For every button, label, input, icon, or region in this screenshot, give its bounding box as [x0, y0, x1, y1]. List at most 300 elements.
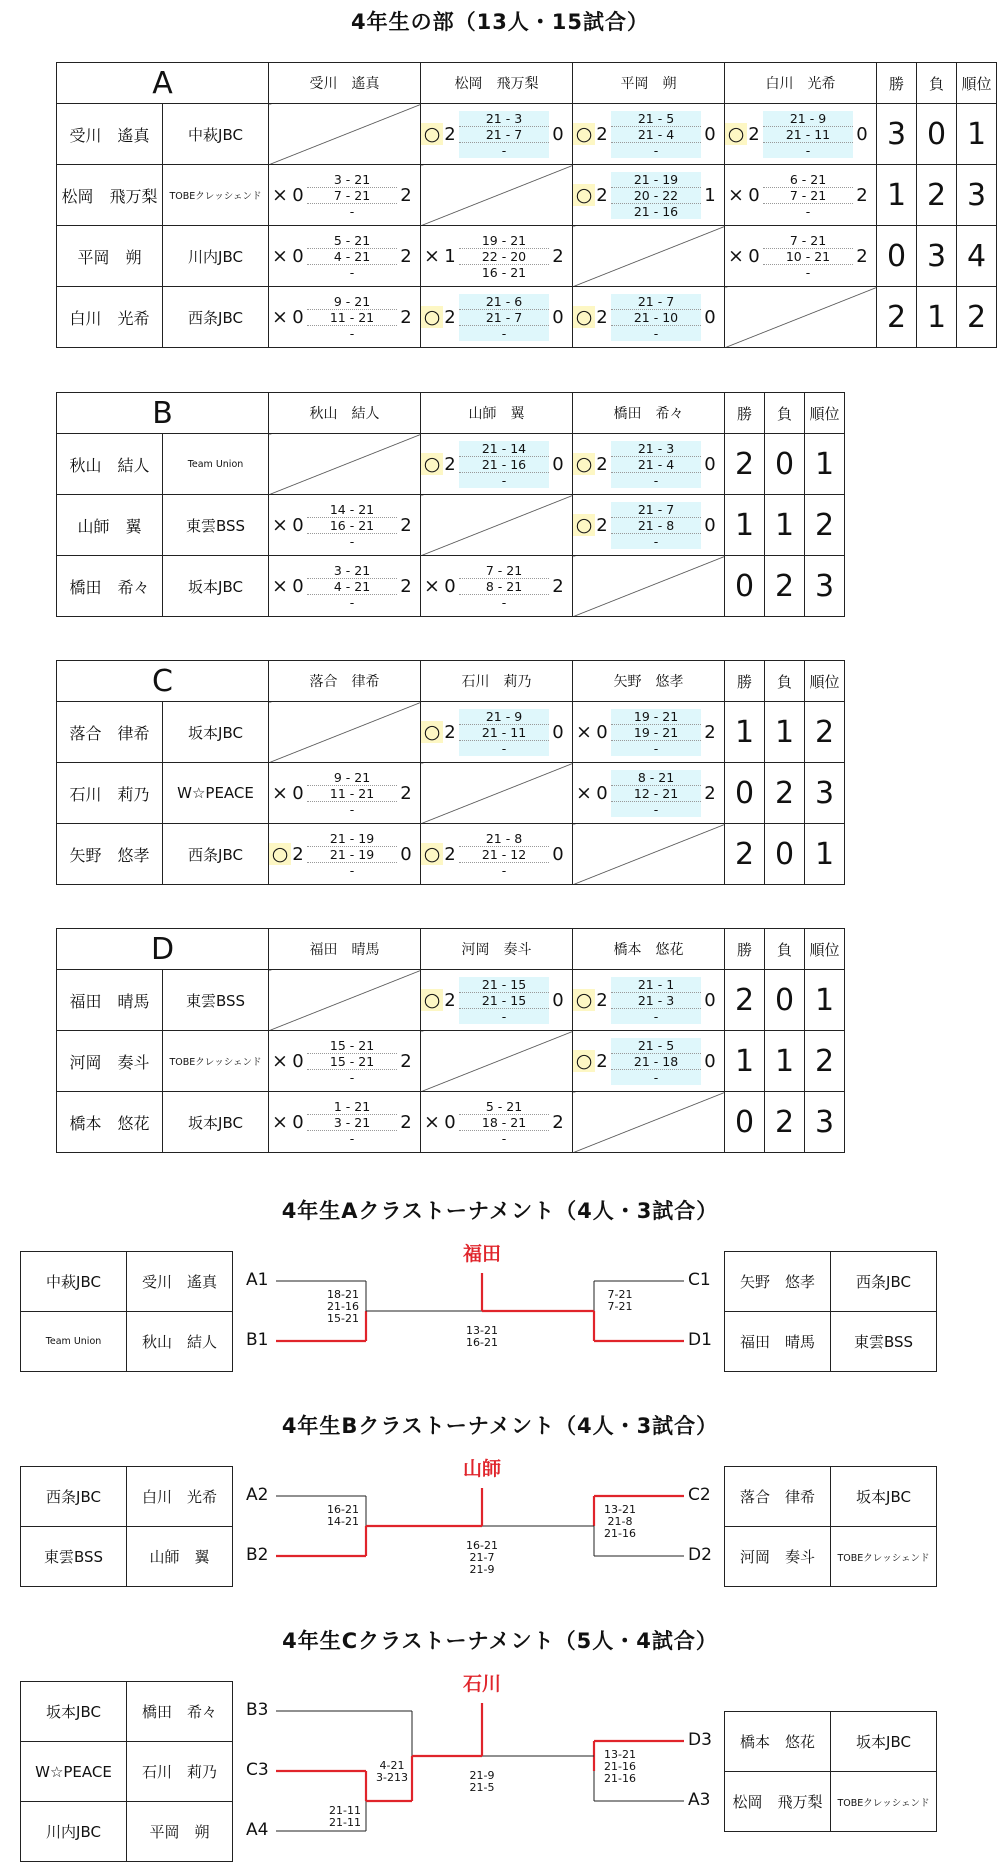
- player-club: 川内JBC: [163, 226, 269, 287]
- games-lost: 0: [400, 843, 412, 865]
- games-won: 2: [596, 514, 608, 536]
- game-score: 3 - 21: [307, 172, 397, 188]
- player-name: 松岡 飛万梨: [57, 165, 163, 226]
- player-wins: 3: [877, 104, 917, 165]
- game-score: 14 - 21: [307, 502, 397, 518]
- right-entrants-box: [724, 1466, 937, 1587]
- game-score: 21 - 7: [459, 310, 549, 326]
- win-mark: ○: [573, 989, 595, 1011]
- game-score: -: [349, 801, 355, 817]
- player-wins: 0: [725, 763, 765, 824]
- entrant-club: 東雲BSS: [21, 1527, 127, 1587]
- games-won: 2: [596, 453, 608, 475]
- games-won: 1: [444, 245, 456, 267]
- game-score: 21 - 8: [611, 518, 701, 534]
- column-header-player: 福田 晴馬: [269, 929, 421, 970]
- player-wins: 0: [725, 556, 765, 617]
- player-name: 橋本 悠花: [57, 1092, 163, 1153]
- games-won: 0: [292, 245, 304, 267]
- game-score: 21 - 6: [459, 294, 549, 310]
- game-score: -: [653, 325, 659, 341]
- header-rank: 順位: [805, 929, 845, 970]
- loss-mark: ×: [272, 245, 288, 267]
- player-losses: 2: [917, 165, 957, 226]
- entrant-club: 坂本JBC: [831, 1712, 937, 1772]
- games-won: 0: [444, 575, 456, 597]
- games-won: 0: [748, 245, 760, 267]
- player-losses: 1: [765, 495, 805, 556]
- match-scores: 4-21 3-213: [376, 1759, 408, 1784]
- player-rank: 3: [805, 1092, 845, 1153]
- win-mark: ○: [421, 123, 443, 145]
- entrant-name: 河岡 奏斗: [725, 1527, 831, 1587]
- game-score: 8 - 21: [611, 770, 701, 786]
- game-score: -: [349, 203, 355, 219]
- game-score: 19 - 21: [611, 709, 701, 725]
- player-name: 河岡 奏斗: [57, 1031, 163, 1092]
- games-won: 2: [596, 306, 608, 328]
- games-won: 2: [444, 123, 456, 145]
- win-mark: ○: [725, 123, 747, 145]
- game-score: 21 - 1: [611, 977, 701, 993]
- loss-mark: ×: [272, 1111, 288, 1133]
- win-mark: ○: [421, 989, 443, 1011]
- games-lost: 2: [552, 245, 564, 267]
- player-wins: 1: [725, 1031, 765, 1092]
- game-score: 3 - 21: [307, 563, 397, 579]
- player-club: 坂本JBC: [163, 702, 269, 763]
- player-wins: 0: [877, 226, 917, 287]
- header-win: 勝: [725, 929, 765, 970]
- entrant-name: 橋田 希々: [127, 1682, 233, 1742]
- entrant-club: 坂本JBC: [21, 1682, 127, 1742]
- game-score: 10 - 21: [763, 249, 853, 265]
- column-header-player: 松岡 飛万梨: [421, 63, 573, 104]
- player-losses: 1: [765, 1031, 805, 1092]
- games-lost: 0: [704, 514, 716, 536]
- game-score: -: [653, 1008, 659, 1024]
- game-score: -: [349, 862, 355, 878]
- player-name: 落合 律希: [57, 702, 163, 763]
- game-score: -: [501, 862, 507, 878]
- game-score: 16 - 21: [481, 264, 527, 280]
- games-won: 2: [444, 306, 456, 328]
- games-lost: 2: [856, 184, 868, 206]
- game-score: -: [501, 1130, 507, 1146]
- win-mark: ○: [573, 514, 595, 536]
- entrant-name: 矢野 悠孝: [725, 1252, 831, 1312]
- left-entrants-box: [20, 1681, 233, 1862]
- game-score: 21 - 19: [611, 172, 701, 188]
- game-score: 21 - 16: [633, 203, 679, 219]
- games-lost: 2: [400, 184, 412, 206]
- game-score: 11 - 21: [307, 786, 397, 802]
- header-win: 勝: [877, 63, 917, 104]
- column-header-player: 橋本 悠花: [573, 929, 725, 970]
- entrant-name: 福田 晴馬: [725, 1312, 831, 1372]
- player-losses: 0: [765, 434, 805, 495]
- player-club: 坂本JBC: [163, 1092, 269, 1153]
- loss-mark: ×: [576, 721, 592, 743]
- games-won: 2: [748, 123, 760, 145]
- game-score: 21 - 8: [459, 831, 549, 847]
- game-score: -: [653, 142, 659, 158]
- games-lost: 0: [704, 1050, 716, 1072]
- header-win: 勝: [725, 393, 765, 434]
- game-score: 5 - 21: [307, 233, 397, 249]
- win-mark: ○: [269, 843, 291, 865]
- left-entrants-box: [20, 1466, 233, 1587]
- bracket-slot: A1: [246, 1270, 269, 1290]
- bracket-slot: A4: [246, 1820, 269, 1840]
- bracket-slot: B1: [246, 1330, 269, 1350]
- games-won: 0: [292, 184, 304, 206]
- entrant-name: 山師 翼: [127, 1527, 233, 1587]
- player-rank: 3: [957, 165, 997, 226]
- game-score: -: [501, 142, 507, 158]
- loss-mark: ×: [424, 245, 440, 267]
- header-rank: 順位: [805, 393, 845, 434]
- column-header-player: 受川 遙真: [269, 63, 421, 104]
- match-scores: 7-21 7-21: [607, 1288, 633, 1313]
- column-header-player: 白川 光希: [725, 63, 877, 104]
- entrant-club: 坂本JBC: [831, 1467, 937, 1527]
- player-wins: 2: [725, 970, 765, 1031]
- games-won: 0: [292, 782, 304, 804]
- loss-mark: ×: [272, 306, 288, 328]
- game-score: 9 - 21: [307, 770, 397, 786]
- player-club: Team Union: [163, 434, 269, 495]
- loss-mark: ×: [424, 575, 440, 597]
- game-score: -: [501, 594, 507, 610]
- entrant-club: Team Union: [21, 1312, 127, 1372]
- game-score: 21 - 9: [763, 111, 853, 127]
- game-score: 5 - 21: [459, 1099, 549, 1115]
- match-scores: 13-21 16-21: [466, 1324, 498, 1349]
- win-mark: ○: [421, 843, 443, 865]
- win-mark: ○: [573, 306, 595, 328]
- win-mark: ○: [573, 453, 595, 475]
- loss-mark: ×: [424, 1111, 440, 1133]
- game-score: 21 - 11: [459, 725, 549, 741]
- game-score: -: [653, 801, 659, 817]
- game-score: 12 - 21: [611, 786, 701, 802]
- game-score: 21 - 10: [611, 310, 701, 326]
- bracket-slot: D3: [688, 1730, 712, 1750]
- game-score: 21 - 4: [611, 127, 701, 143]
- entrant-name: 橋本 悠花: [725, 1712, 831, 1772]
- game-score: 21 - 19: [307, 831, 397, 847]
- games-lost: 0: [856, 123, 868, 145]
- player-losses: 0: [917, 104, 957, 165]
- games-won: 2: [444, 989, 456, 1011]
- game-score: 20 - 22: [611, 188, 701, 204]
- games-lost: 2: [856, 245, 868, 267]
- loss-mark: ×: [272, 184, 288, 206]
- game-score: -: [805, 264, 811, 280]
- games-lost: 2: [400, 782, 412, 804]
- entrant-club: 東雲BSS: [831, 1312, 937, 1372]
- game-score: 3 - 21: [307, 1115, 397, 1131]
- group-label: A: [57, 63, 269, 104]
- game-score: 18 - 21: [459, 1115, 549, 1131]
- player-name: 福田 晴馬: [57, 970, 163, 1031]
- match-scores: 21-11 21-11: [329, 1804, 361, 1829]
- game-score: 19 - 21: [611, 725, 701, 741]
- game-score: 6 - 21: [763, 172, 853, 188]
- main-title: 4年生の部（13人・15試合）: [350, 10, 650, 34]
- bracket-slot: B3: [246, 1700, 269, 1720]
- game-score: 21 - 15: [459, 993, 549, 1009]
- game-score: 21 - 14: [459, 441, 549, 457]
- game-score: 19 - 21: [459, 233, 549, 249]
- game-score: 21 - 12: [459, 847, 549, 863]
- entrant-club: 西条JBC: [21, 1467, 127, 1527]
- player-wins: 1: [725, 495, 765, 556]
- games-won: 0: [292, 514, 304, 536]
- games-won: 0: [292, 1111, 304, 1133]
- player-name: 平岡 朔: [57, 226, 163, 287]
- loss-mark: ×: [272, 514, 288, 536]
- player-wins: 2: [725, 824, 765, 885]
- player-losses: 2: [765, 1092, 805, 1153]
- game-score: -: [349, 325, 355, 341]
- loss-mark: ×: [272, 575, 288, 597]
- player-club: W☆PEACE: [163, 763, 269, 824]
- entrant-club: 西条JBC: [831, 1252, 937, 1312]
- player-name: 石川 莉乃: [57, 763, 163, 824]
- games-won: 0: [596, 721, 608, 743]
- player-rank: 1: [805, 970, 845, 1031]
- tournament-winner: 石川: [462, 1673, 501, 1695]
- tournament-winner: 福田: [462, 1243, 501, 1265]
- player-wins: 1: [877, 165, 917, 226]
- loss-mark: ×: [576, 782, 592, 804]
- entrant-club: TOBEクレッシェンド: [831, 1772, 937, 1832]
- header-loss: 負: [765, 661, 805, 702]
- game-score: 21 - 7: [611, 294, 701, 310]
- bracket-slot: D2: [688, 1545, 712, 1565]
- match-scores: 16-21 14-21: [327, 1503, 359, 1528]
- loss-mark: ×: [728, 184, 744, 206]
- games-lost: 0: [552, 306, 564, 328]
- games-won: 0: [444, 1111, 456, 1133]
- game-score: -: [653, 533, 659, 549]
- games-lost: 2: [400, 1111, 412, 1133]
- game-score: 7 - 21: [459, 563, 549, 579]
- player-losses: 0: [765, 970, 805, 1031]
- game-score: 15 - 21: [307, 1054, 397, 1070]
- player-club: 坂本JBC: [163, 556, 269, 617]
- player-wins: 2: [877, 287, 917, 348]
- entrant-club: 川内JBC: [21, 1802, 127, 1862]
- game-score: 21 - 3: [611, 441, 701, 457]
- games-won: 2: [292, 843, 304, 865]
- games-won: 2: [444, 453, 456, 475]
- games-won: 2: [596, 184, 608, 206]
- game-score: 21 - 4: [611, 457, 701, 473]
- game-score: 21 - 7: [459, 127, 549, 143]
- game-score: -: [501, 472, 507, 488]
- player-club: TOBEクレッシェンド: [163, 165, 269, 226]
- entrant-name: 落合 律希: [725, 1467, 831, 1527]
- games-lost: 0: [552, 721, 564, 743]
- player-club: 中萩JBC: [163, 104, 269, 165]
- games-won: 0: [292, 575, 304, 597]
- tournament-title: 4年生Cクラストーナメント（5人・4試合）: [282, 1629, 718, 1653]
- games-won: 0: [292, 1050, 304, 1072]
- tournament-title: 4年生Aクラストーナメント（4人・3試合）: [281, 1199, 719, 1223]
- player-club: 東雲BSS: [163, 495, 269, 556]
- game-score: -: [501, 1008, 507, 1024]
- bracket-slot: A2: [246, 1485, 269, 1505]
- player-name: 受川 遙真: [57, 104, 163, 165]
- games-lost: 0: [704, 306, 716, 328]
- entrant-name: 石川 莉乃: [127, 1742, 233, 1802]
- games-lost: 2: [400, 1050, 412, 1072]
- column-header-player: 秋山 結人: [269, 393, 421, 434]
- header-loss: 負: [765, 929, 805, 970]
- games-won: 0: [748, 184, 760, 206]
- games-lost: 2: [552, 1111, 564, 1133]
- player-rank: 3: [805, 763, 845, 824]
- games-won: 0: [596, 782, 608, 804]
- player-name: 矢野 悠孝: [57, 824, 163, 885]
- game-score: 4 - 21: [307, 579, 397, 595]
- player-losses: 2: [765, 763, 805, 824]
- match-scores: 16-21 21-7 21-9: [466, 1539, 498, 1576]
- match-scores: 18-21 21-16 15-21: [327, 1288, 359, 1325]
- player-wins: 1: [725, 702, 765, 763]
- right-entrants-box: [724, 1711, 937, 1832]
- game-score: -: [349, 533, 355, 549]
- player-club: TOBEクレッシェンド: [163, 1031, 269, 1092]
- win-mark: ○: [573, 1050, 595, 1072]
- column-header-player: 河岡 奏斗: [421, 929, 573, 970]
- player-rank: 1: [957, 104, 997, 165]
- game-score: 21 - 3: [611, 993, 701, 1009]
- group-label: B: [57, 393, 269, 434]
- game-score: -: [349, 1069, 355, 1085]
- column-header-player: 山師 翼: [421, 393, 573, 434]
- right-entrants-box: [724, 1251, 937, 1372]
- games-lost: 0: [704, 123, 716, 145]
- header-win: 勝: [725, 661, 765, 702]
- game-score: 11 - 21: [307, 310, 397, 326]
- player-rank: 4: [957, 226, 997, 287]
- win-mark: ○: [421, 306, 443, 328]
- games-lost: 2: [400, 245, 412, 267]
- player-name: 山師 翼: [57, 495, 163, 556]
- game-score: -: [653, 740, 659, 756]
- match-scores: 13-21 21-8 21-16: [604, 1503, 636, 1540]
- games-won: 2: [596, 1050, 608, 1072]
- entrant-name: 白川 光希: [127, 1467, 233, 1527]
- player-losses: 2: [765, 556, 805, 617]
- games-lost: 0: [552, 989, 564, 1011]
- game-score: 1 - 21: [307, 1099, 397, 1115]
- game-score: -: [501, 740, 507, 756]
- game-score: 7 - 21: [763, 233, 853, 249]
- games-lost: 2: [400, 306, 412, 328]
- header-rank: 順位: [805, 661, 845, 702]
- loss-mark: ×: [728, 245, 744, 267]
- game-score: 7 - 21: [763, 188, 853, 204]
- game-score: 9 - 21: [307, 294, 397, 310]
- match-scores: 13-21 21-16 21-16: [604, 1748, 636, 1785]
- player-name: 白川 光希: [57, 287, 163, 348]
- games-won: 2: [444, 843, 456, 865]
- header-rank: 順位: [957, 63, 997, 104]
- games-lost: 2: [704, 721, 716, 743]
- game-score: 21 - 15: [459, 977, 549, 993]
- entrant-name: 松岡 飛万梨: [725, 1772, 831, 1832]
- entrant-club: TOBEクレッシェンド: [831, 1527, 937, 1587]
- game-score: 15 - 21: [307, 1038, 397, 1054]
- header-loss: 負: [917, 63, 957, 104]
- games-lost: 0: [704, 453, 716, 475]
- player-losses: 1: [917, 287, 957, 348]
- bracket-slot: D1: [688, 1330, 712, 1350]
- games-won: 0: [292, 306, 304, 328]
- player-rank: 3: [805, 556, 845, 617]
- entrant-name: 秋山 結人: [127, 1312, 233, 1372]
- group-label: D: [57, 929, 269, 970]
- tournament-title: 4年生Bクラストーナメント（4人・3試合）: [281, 1414, 719, 1438]
- game-score: 21 - 19: [307, 847, 397, 863]
- games-lost: 2: [400, 514, 412, 536]
- entrant-name: 平岡 朔: [127, 1802, 233, 1862]
- player-losses: 0: [765, 824, 805, 885]
- game-score: -: [653, 472, 659, 488]
- games-lost: 2: [704, 782, 716, 804]
- column-header-player: 平岡 朔: [573, 63, 725, 104]
- entrant-club: 中萩JBC: [21, 1252, 127, 1312]
- games-lost: 0: [552, 453, 564, 475]
- games-won: 2: [596, 123, 608, 145]
- column-header-player: 落合 律希: [269, 661, 421, 702]
- player-club: 西条JBC: [163, 287, 269, 348]
- player-wins: 0: [725, 1092, 765, 1153]
- game-score: 21 - 5: [611, 111, 701, 127]
- column-header-player: 橋田 希々: [573, 393, 725, 434]
- loss-mark: ×: [272, 782, 288, 804]
- games-lost: 2: [400, 575, 412, 597]
- game-score: 21 - 16: [459, 457, 549, 473]
- bracket-slot: A3: [688, 1790, 711, 1810]
- game-score: -: [349, 264, 355, 280]
- tournament-winner: 山師: [462, 1458, 501, 1480]
- entrant-club: W☆PEACE: [21, 1742, 127, 1802]
- player-club: 西条JBC: [163, 824, 269, 885]
- games-lost: 0: [552, 123, 564, 145]
- game-score: 4 - 21: [307, 249, 397, 265]
- game-score: 21 - 18: [611, 1054, 701, 1070]
- game-score: 8 - 21: [459, 579, 549, 595]
- games-won: 2: [444, 721, 456, 743]
- game-score: 21 - 5: [611, 1038, 701, 1054]
- game-score: 21 - 9: [459, 709, 549, 725]
- game-score: 21 - 3: [459, 111, 549, 127]
- player-wins: 2: [725, 434, 765, 495]
- game-score: 21 - 7: [611, 502, 701, 518]
- game-score: -: [501, 325, 507, 341]
- bracket-slot: B2: [246, 1545, 269, 1565]
- game-score: 16 - 21: [307, 518, 397, 534]
- game-score: -: [349, 1130, 355, 1146]
- games-lost: 2: [552, 575, 564, 597]
- match-scores: 21-9 21-5: [469, 1769, 495, 1794]
